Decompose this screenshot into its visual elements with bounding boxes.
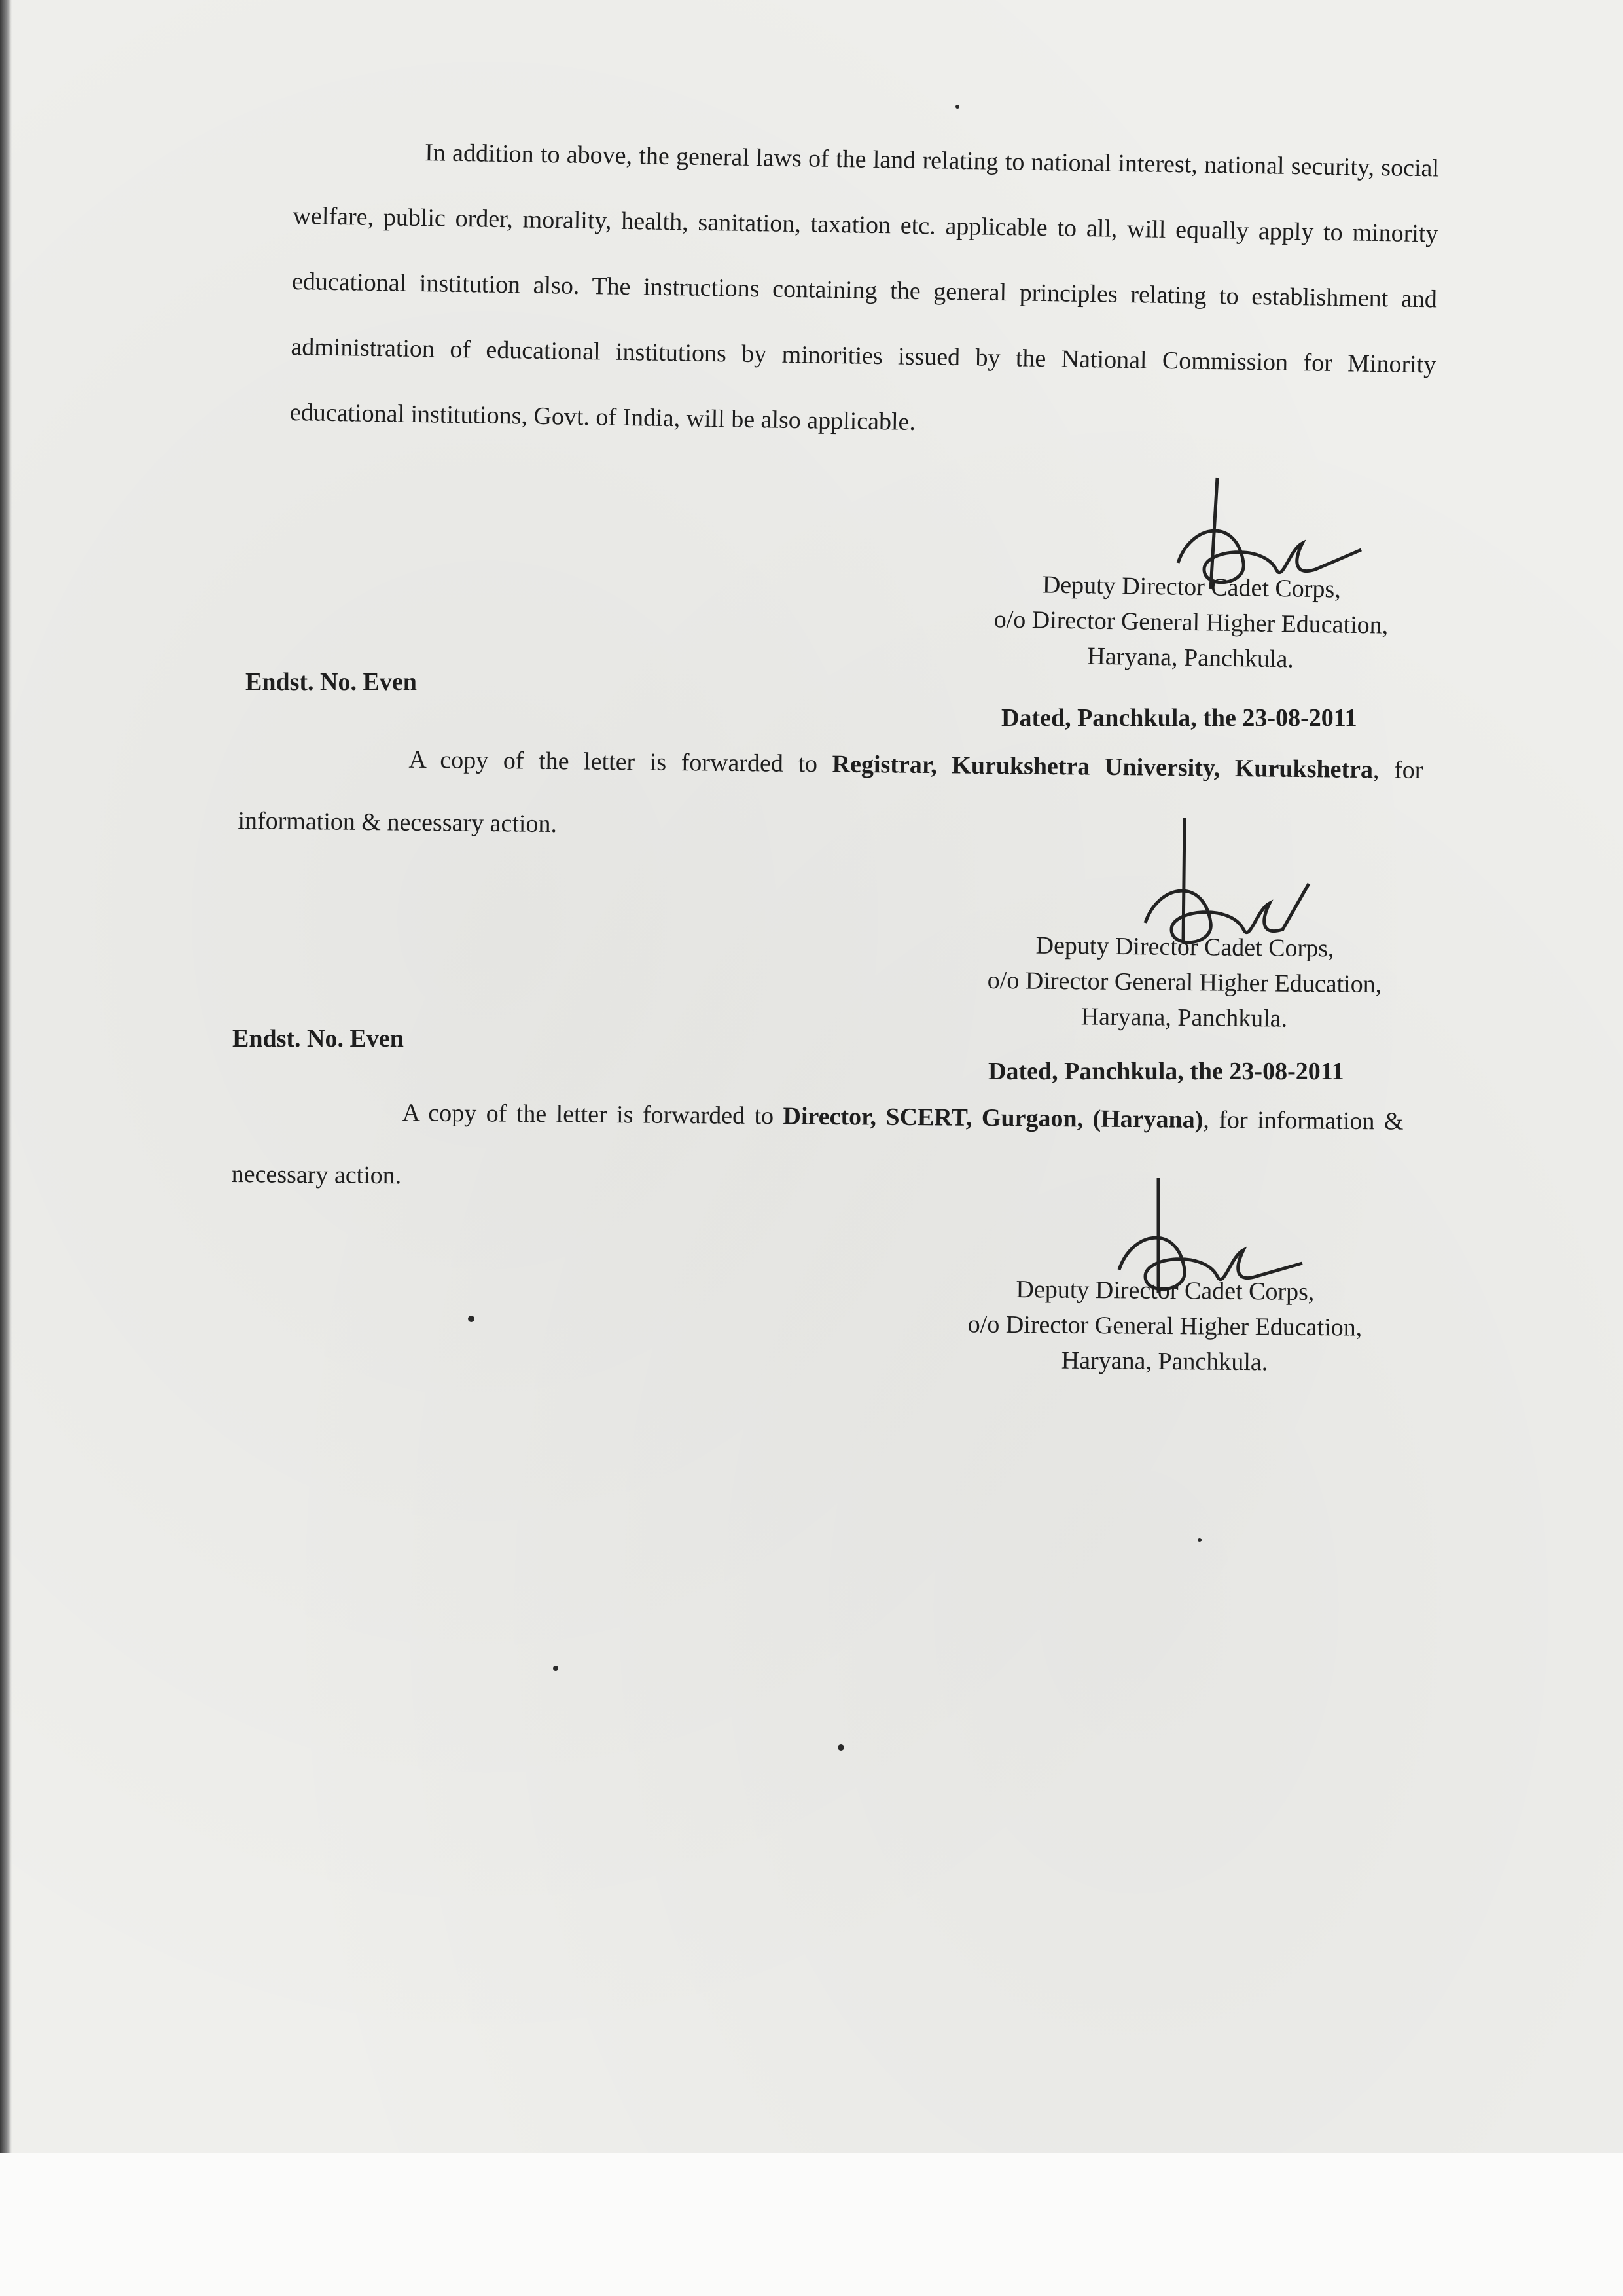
endorsement-date: Dated, Panchkula, the 23-08-2011 [988, 1058, 1344, 1085]
scan-speck [1198, 1538, 1202, 1542]
scan-speck [955, 105, 959, 109]
scan-margin-bottom [0, 2153, 1623, 2296]
endorsement-text-before: A copy of the letter is forwarded to [402, 1099, 783, 1130]
signatory-title: Deputy Director Cadet Corps, [1042, 571, 1342, 603]
endorsement-recipient: Registrar, Kurukshetra University, Kurukshetra [832, 750, 1374, 784]
signature-block [942, 927, 1427, 1038]
paragraph-indent [232, 1119, 402, 1121]
signature-block [948, 565, 1434, 679]
signature-block [922, 1271, 1407, 1381]
scan-speck [468, 1316, 474, 1322]
signatory-office: o/o Director General Higher Education, [967, 1310, 1363, 1342]
scan-speck [838, 1744, 844, 1751]
main-paragraph-text: In addition to above, the general laws of the land relating to national interest, national security, social welfare, public order, morality, health, sanitation, taxation etc. applicable to all, will equally apply to minority educational institution also. The instructions containing the general principles relating to establishment and administration of educational institutions by minorities issued by the National Commission for Minority educational institutions, Govt. of India, will be also applicable. [289, 139, 1440, 436]
signatory-title: Deputy Director Cadet Corps, [1016, 1276, 1315, 1306]
scan-speck [553, 1666, 558, 1671]
signatory-location: Haryana, Panchkula. [1087, 642, 1294, 673]
signatory-office: o/o Director General Higher Education, [993, 605, 1389, 639]
signatory-office: o/o Director General Higher Education, [987, 966, 1382, 999]
signatory-title: Deputy Director Cadet Corps, [1035, 931, 1334, 963]
signatory-location: Haryana, Panchkula. [1080, 1003, 1288, 1033]
endorsement-number: Endst. No. Even [232, 1025, 404, 1052]
main-paragraph [289, 118, 1440, 463]
endorsement-text-after: , for information & necessary action. [238, 756, 1423, 838]
endorsement-text-before: A copy of the letter is forwarded to [408, 745, 832, 778]
signatory-location: Haryana, Panchkula. [1061, 1346, 1268, 1376]
scan-edge [0, 0, 12, 2296]
paragraph-indent [238, 766, 408, 768]
endorsement-recipient: Director, SCERT, Gurgaon, (Haryana) [783, 1102, 1204, 1134]
endorsement-date: Dated, Panchkula, the 23-08-2011 [1001, 704, 1357, 732]
endorsement-text-after: , for information & necessary action. [231, 1105, 1404, 1190]
endorsement-number: Endst. No. Even [245, 668, 417, 696]
paragraph-indent [294, 158, 425, 160]
